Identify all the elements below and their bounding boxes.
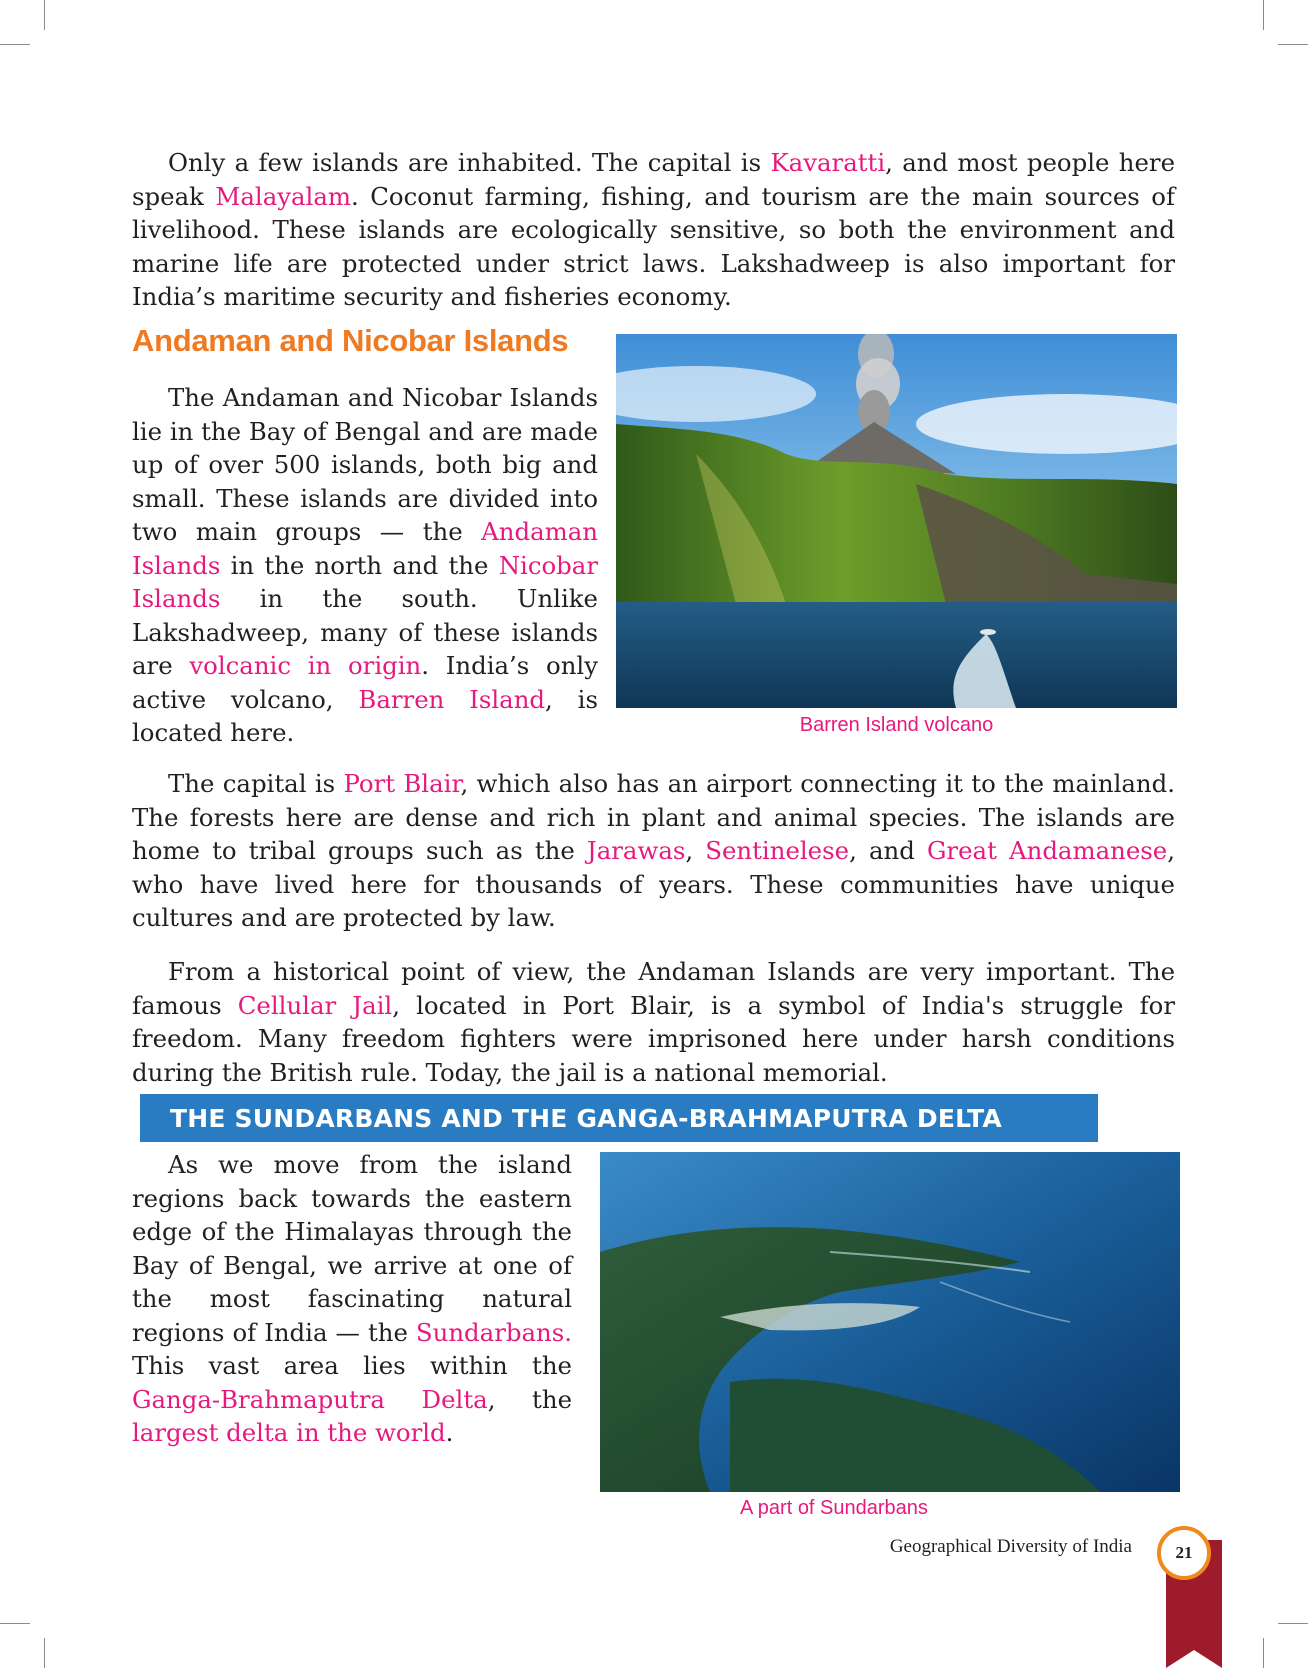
crop-mark: [0, 1623, 30, 1624]
text-run: in the north and the: [220, 550, 499, 580]
text-run: As we move from the island regions back towards the eastern edge of the Himalayas through the Bay of Bengal, we arrive at one of the most fascinating natural regions of India — the: [132, 1150, 572, 1347]
text-run: , the: [487, 1384, 572, 1414]
text-run: , and most people here speak: [132, 148, 1176, 211]
highlight-term: Great Andamanese: [926, 836, 1168, 865]
footer-title: Geographical Diversity of India: [889, 1536, 1132, 1557]
text-run: , located in Port Blair, is a symbol of India's struggle for freedom. Many freedom fighters were imprisoned here under harsh conditions during the British rule. Today, the jail is a national memorial.: [132, 990, 1175, 1087]
text-run: , which also has an airport connecting it to the mainland. The forests here are dense and rich in plant and animal species. The islands are home to tribal groups such as the: [132, 769, 1175, 865]
text-run: .: [445, 1418, 454, 1447]
highlight-term: Kavaratti: [770, 148, 886, 177]
barren-island-caption: Barren Island volcano: [799, 714, 994, 736]
crop-mark: [0, 44, 30, 45]
highlight-term: volcanic in origin: [189, 651, 422, 680]
text-run: , is located here.: [132, 684, 599, 747]
text-run: , and: [849, 836, 927, 865]
highlight-term: Andaman Islands: [132, 517, 598, 580]
highlight-term: Port Blair: [343, 769, 461, 798]
highlight-term: Jarawas: [586, 836, 686, 865]
text-run: . India’s only active volcano,: [132, 651, 599, 714]
text-run: This vast area lies within the: [132, 1351, 572, 1380]
crop-mark: [1263, 0, 1264, 30]
highlight-term: Barren Island: [358, 684, 546, 714]
text-run: ,: [685, 836, 706, 865]
text-run: , who have lived here for thousands of years. These communities have unique cultures and are protected by law.: [132, 836, 1176, 932]
andaman-paragraph-2: [132, 767, 1175, 935]
page-number: 21: [1157, 1526, 1211, 1580]
text-run: The capital is: [168, 769, 344, 798]
section-heading-andaman: Andaman and Nicobar Islands: [132, 323, 569, 358]
crop-mark: [44, 1638, 45, 1668]
highlight-term: Malayalam: [215, 181, 352, 211]
section-banner-sundarbans: THE SUNDARBANS AND THE GANGA-BRAHMAPUTRA DELTA: [140, 1094, 1098, 1142]
text-run: . Coconut farming, fishing, and tourism are the main sources of livelihood. These islands are ecologically sensitive, so both the environment and marine life are protected under strict laws. Lakshadweep is also important for India’s maritime security and fisheries economy.: [132, 181, 1175, 311]
crop-mark: [1263, 1638, 1264, 1668]
sundarbans-photo: [600, 1152, 1180, 1492]
crop-mark: [44, 0, 45, 30]
text-run: From a historical point of view, the Andaman Islands are very important. The famous: [132, 957, 1175, 1020]
andaman-paragraph-1: [132, 381, 598, 750]
crop-mark: [1278, 44, 1308, 45]
andaman-paragraph-3: [132, 955, 1175, 1089]
highlight-term: Sentinelese: [705, 836, 850, 865]
highlight-term: Cellular Jail: [237, 990, 393, 1020]
highlight-term: Nicobar Islands: [132, 550, 598, 613]
highlight-term: Ganga-Brahmaputra Delta: [132, 1384, 488, 1414]
text-run: Only a few islands are inhabited. The capital is: [168, 148, 771, 177]
crop-mark: [1278, 1623, 1308, 1624]
sundarbans-caption: A part of Sundarbans: [740, 1497, 928, 1519]
intro-paragraph: [132, 146, 1175, 314]
highlight-term: Sundarbans.: [415, 1317, 572, 1347]
text-run: in the south. Unlike Lakshadweep, many of these islands are: [132, 584, 598, 680]
barren-island-photo: [616, 334, 1177, 708]
sundarbans-paragraph: [132, 1148, 572, 1450]
text-run: The Andaman and Nicobar Islands lie in the Bay of Bengal and are made up of over 500 islands, both big and small. These islands are divided into two main groups — the: [132, 383, 598, 546]
highlight-term: largest delta in the world: [132, 1418, 446, 1447]
